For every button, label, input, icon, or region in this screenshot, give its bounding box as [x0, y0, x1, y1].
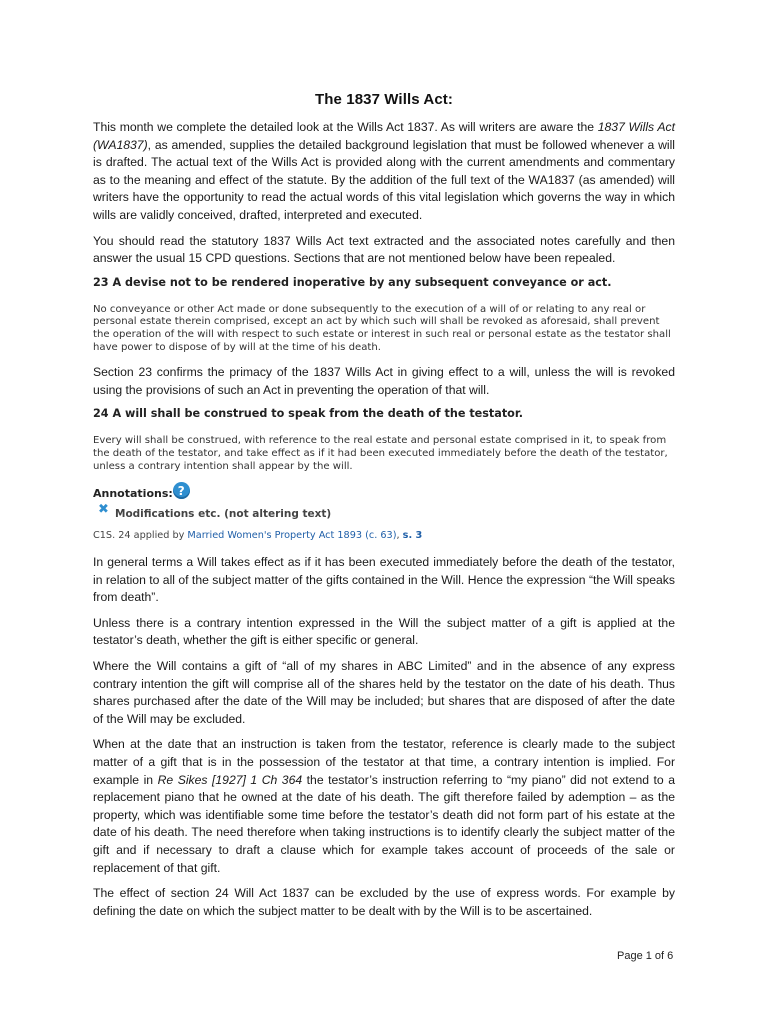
body-paragraph-1: In general terms a Will takes effect as if it has been executed immediately before the death of the testator, in relation to all of the subject matter of the gifts contained in the Will. Hence the expression “the Will speaks from death”.: [93, 555, 675, 605]
help-icon[interactable]: ?: [173, 482, 190, 499]
case-citation: Re Sikes [1927] 1 Ch 364: [157, 772, 303, 787]
close-icon[interactable]: ✖: [98, 502, 109, 518]
act-abbrev: 1837 Wills Act (WA1837): [93, 120, 675, 152]
section-23-text: No conveyance or other Act made or done subsequently to the execution of a will of or relating to any real or personal estate therein comprised, except an act by which such will shall be revoked as aforesaid, shall prevent the operation of the will with respect to such estate or interest in such real or personal estate as the testator shall have power to dispose of by will at the time of his death.: [93, 303, 671, 353]
page-title: The 1837 Wills Act:: [315, 91, 453, 108]
annotations-label: Annotations:: [93, 487, 173, 501]
page-content: [93, 91, 675, 928]
intro-paragraph-2: You should read the statutory 1837 Wills Act text extracted and the associated notes carefully and then answer the usual 15 CPD questions. Sections that are not mentioned below have been repealed.: [93, 233, 675, 266]
body-paragraph-4: When at the date that an instruction is taken from the testator, reference is clearly made to the subject matter of a gift that is in the possession of the testator at that time, a contrary intention is implied. For example in Re Sikes [1927] 1 Ch 364 the testator’s instruction referring to “my piano” did not extend to a replacement piano that he owned at the date of his death. The gift therefore failed by ademption – as the property, which was identifiable some time before the testator’s death did not form part of his estate at the date of his death. The need therefore when taking instructions is to identify clearly the subject matter of the gift and if necessary to draft a clause which for example takes account of proceeds of the sale or replacement of that gift.: [93, 737, 675, 875]
body-paragraph-5: The effect of section 24 Will Act 1837 can be excluded by the use of express words. For example by defining the date on which the subject matter to be dealt with by the Will is to be ascertained.: [93, 886, 675, 918]
section-link[interactable]: s. 3: [402, 530, 423, 542]
intro-paragraph-1: This month we complete the detailed look at the Wills Act 1837. As will writers are aware the 1837 Wills Act (WA1837), as amended, supplies the detailed background legislation that must be followed whenever a will is drafted. The actual text of the Wills Act is provided along with the current amendments and commentary as to the meaning and effect of the statute. By the addition of the full text of the WA1837 (as amended) will writers have the opportunity to read the actual words of this vital legislation which governs the way in which wills are validly conceived, drafted, interpreted and executed.: [93, 120, 675, 222]
section-24-text: Every will shall be construed, with reference to the real estate and personal estate comprised in it, to speak from the death of the testator, and take effect as if it had been executed immediately before the death of the testator, unless a contrary intention shall appear by the will.: [93, 435, 668, 472]
annotation-c1: C1S. 24 applied by Married Women's Property Act 1893 (c. 63), s. 3: [93, 530, 423, 542]
section-23-commentary: Section 23 confirms the primacy of the 1837 Wills Act in giving effect to a will, unless the will is revoked using the provisions of such an Act in preventing the operation of that will.: [93, 365, 675, 397]
body-paragraph-3: Where the Will contains a gift of “all of my shares in ABC Limited” and in the absence of any express contrary intention the gift will comprise all of the shares held by the testator on the date of his death. Thus shares purchased after the date of the Will may be included; but shares that are disposed of after the date of the Will may be excluded.: [93, 659, 675, 726]
section-23-heading: 23 A devise not to be rendered inoperative by any subsequent conveyance or act.: [93, 275, 612, 289]
modifications-note[interactable]: [98, 502, 675, 521]
page-number: Page 1 of 6: [617, 950, 674, 962]
body-paragraph-2: Unless there is a contrary intention expressed in the Will the subject matter of a gift is applied at the testator’s death, whether the gift is either specific or general.: [93, 615, 675, 648]
statute-link[interactable]: Married Women's Property Act 1893 (c. 63): [187, 530, 397, 542]
modifications-label: Modifications etc. (not altering text): [115, 508, 332, 521]
section-24-heading: 24 A will shall be construed to speak from the death of the testator.: [93, 407, 524, 421]
annotations-heading: [93, 485, 675, 502]
